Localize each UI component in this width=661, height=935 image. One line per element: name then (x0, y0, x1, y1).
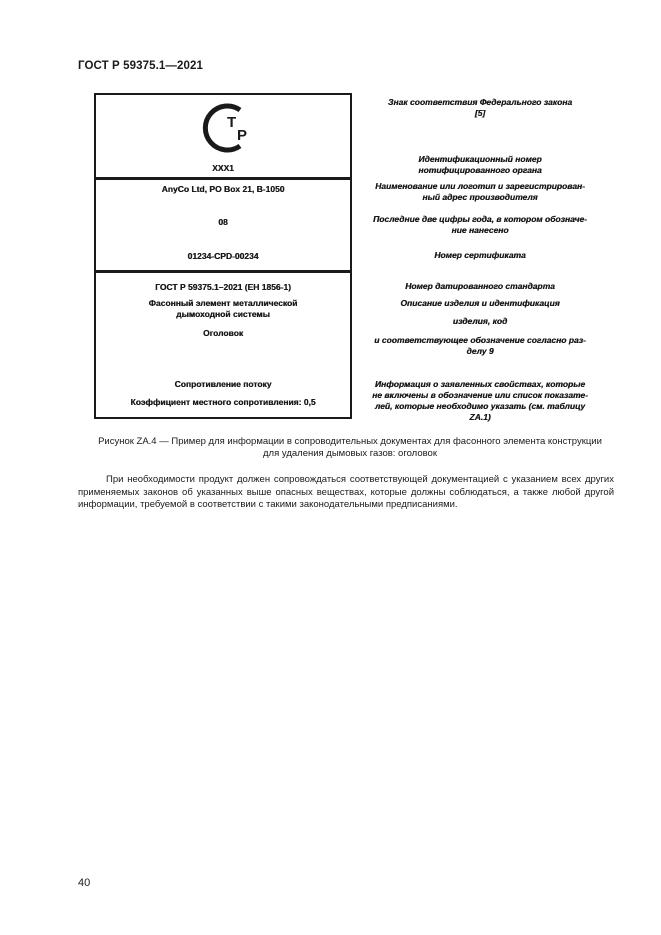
label-year: Последние две цифры года, в котором обозначе- ние нанесено (373, 214, 587, 235)
label-conformity-mark: Знак соответствия Федерального закона [5] (387, 97, 573, 118)
property-flow-resistance: Сопротивление потоку (174, 379, 272, 389)
figure-caption (70, 436, 630, 460)
property-coefficient: Коэффициент местного сопротивления: 0,5 (130, 397, 316, 407)
page-number: 40 (78, 877, 91, 889)
figure-caption-line2: для удаления дымовых газов: оголовок (263, 448, 437, 459)
svg-text:Т: Т (227, 114, 237, 131)
notified-body-id: XXX1 (212, 163, 234, 173)
document-code-header: ГОСТ Р 59375.1—2021 (78, 60, 203, 72)
year-digits: 08 (218, 217, 228, 227)
manufacturer-box (94, 178, 352, 272)
label-designation: и соответствующее обозначение согласно раз- делу 9 (374, 335, 586, 356)
figure-caption-line1: Рисунок ZA.4 — Пример для информации в сопроводительных документах для фасонного элемента конструкции (98, 436, 602, 447)
label-manufacturer: Наименование или логотип и зарегистрирован- ный адрес производителя (375, 181, 585, 202)
label-notified-body-id: Идентификационный номер нотифицированного органа (418, 154, 542, 175)
body-paragraph: При необходимости продукт должен сопровождаться соответствующей документацией с указанием всех других применяемых законов об указанных выше опасных веществах, которые должны соблюдаться, а также любой другой информации, требуемой в соответствии с такими законодательными предписаниями. (78, 474, 614, 510)
product-info-box (94, 271, 352, 419)
label-standard: Номер датированного стандарта (405, 281, 555, 291)
label-product-description: Описание изделия и идентификация (400, 298, 560, 308)
product-description-line2: дымоходной системы (176, 309, 270, 319)
conformity-mark-logo (193, 102, 261, 154)
conformity-mark-box (94, 93, 352, 179)
label-declared-properties: Информация о заявленных свойствах, которые не включены в обозначение или список показате- лей, которые необходимо указать (см. таблицу ZA.1) (372, 379, 588, 422)
manufacturer-address: AnyCo Ltd, PO Box 21, B-1050 (161, 184, 285, 194)
product-description-line1: Фасонный элемент металлической (148, 298, 298, 308)
svg-text:Р: Р (237, 127, 248, 144)
certificate-number: 01234-CPD-00234 (187, 251, 259, 261)
label-product-code: изделия, код (452, 316, 508, 326)
product-name: Оголовок (202, 328, 244, 338)
standard-number: ГОСТ Р 59375.1–2021 (ЕН 1856-1) (155, 282, 291, 292)
label-certificate: Номер сертификата (434, 250, 526, 260)
